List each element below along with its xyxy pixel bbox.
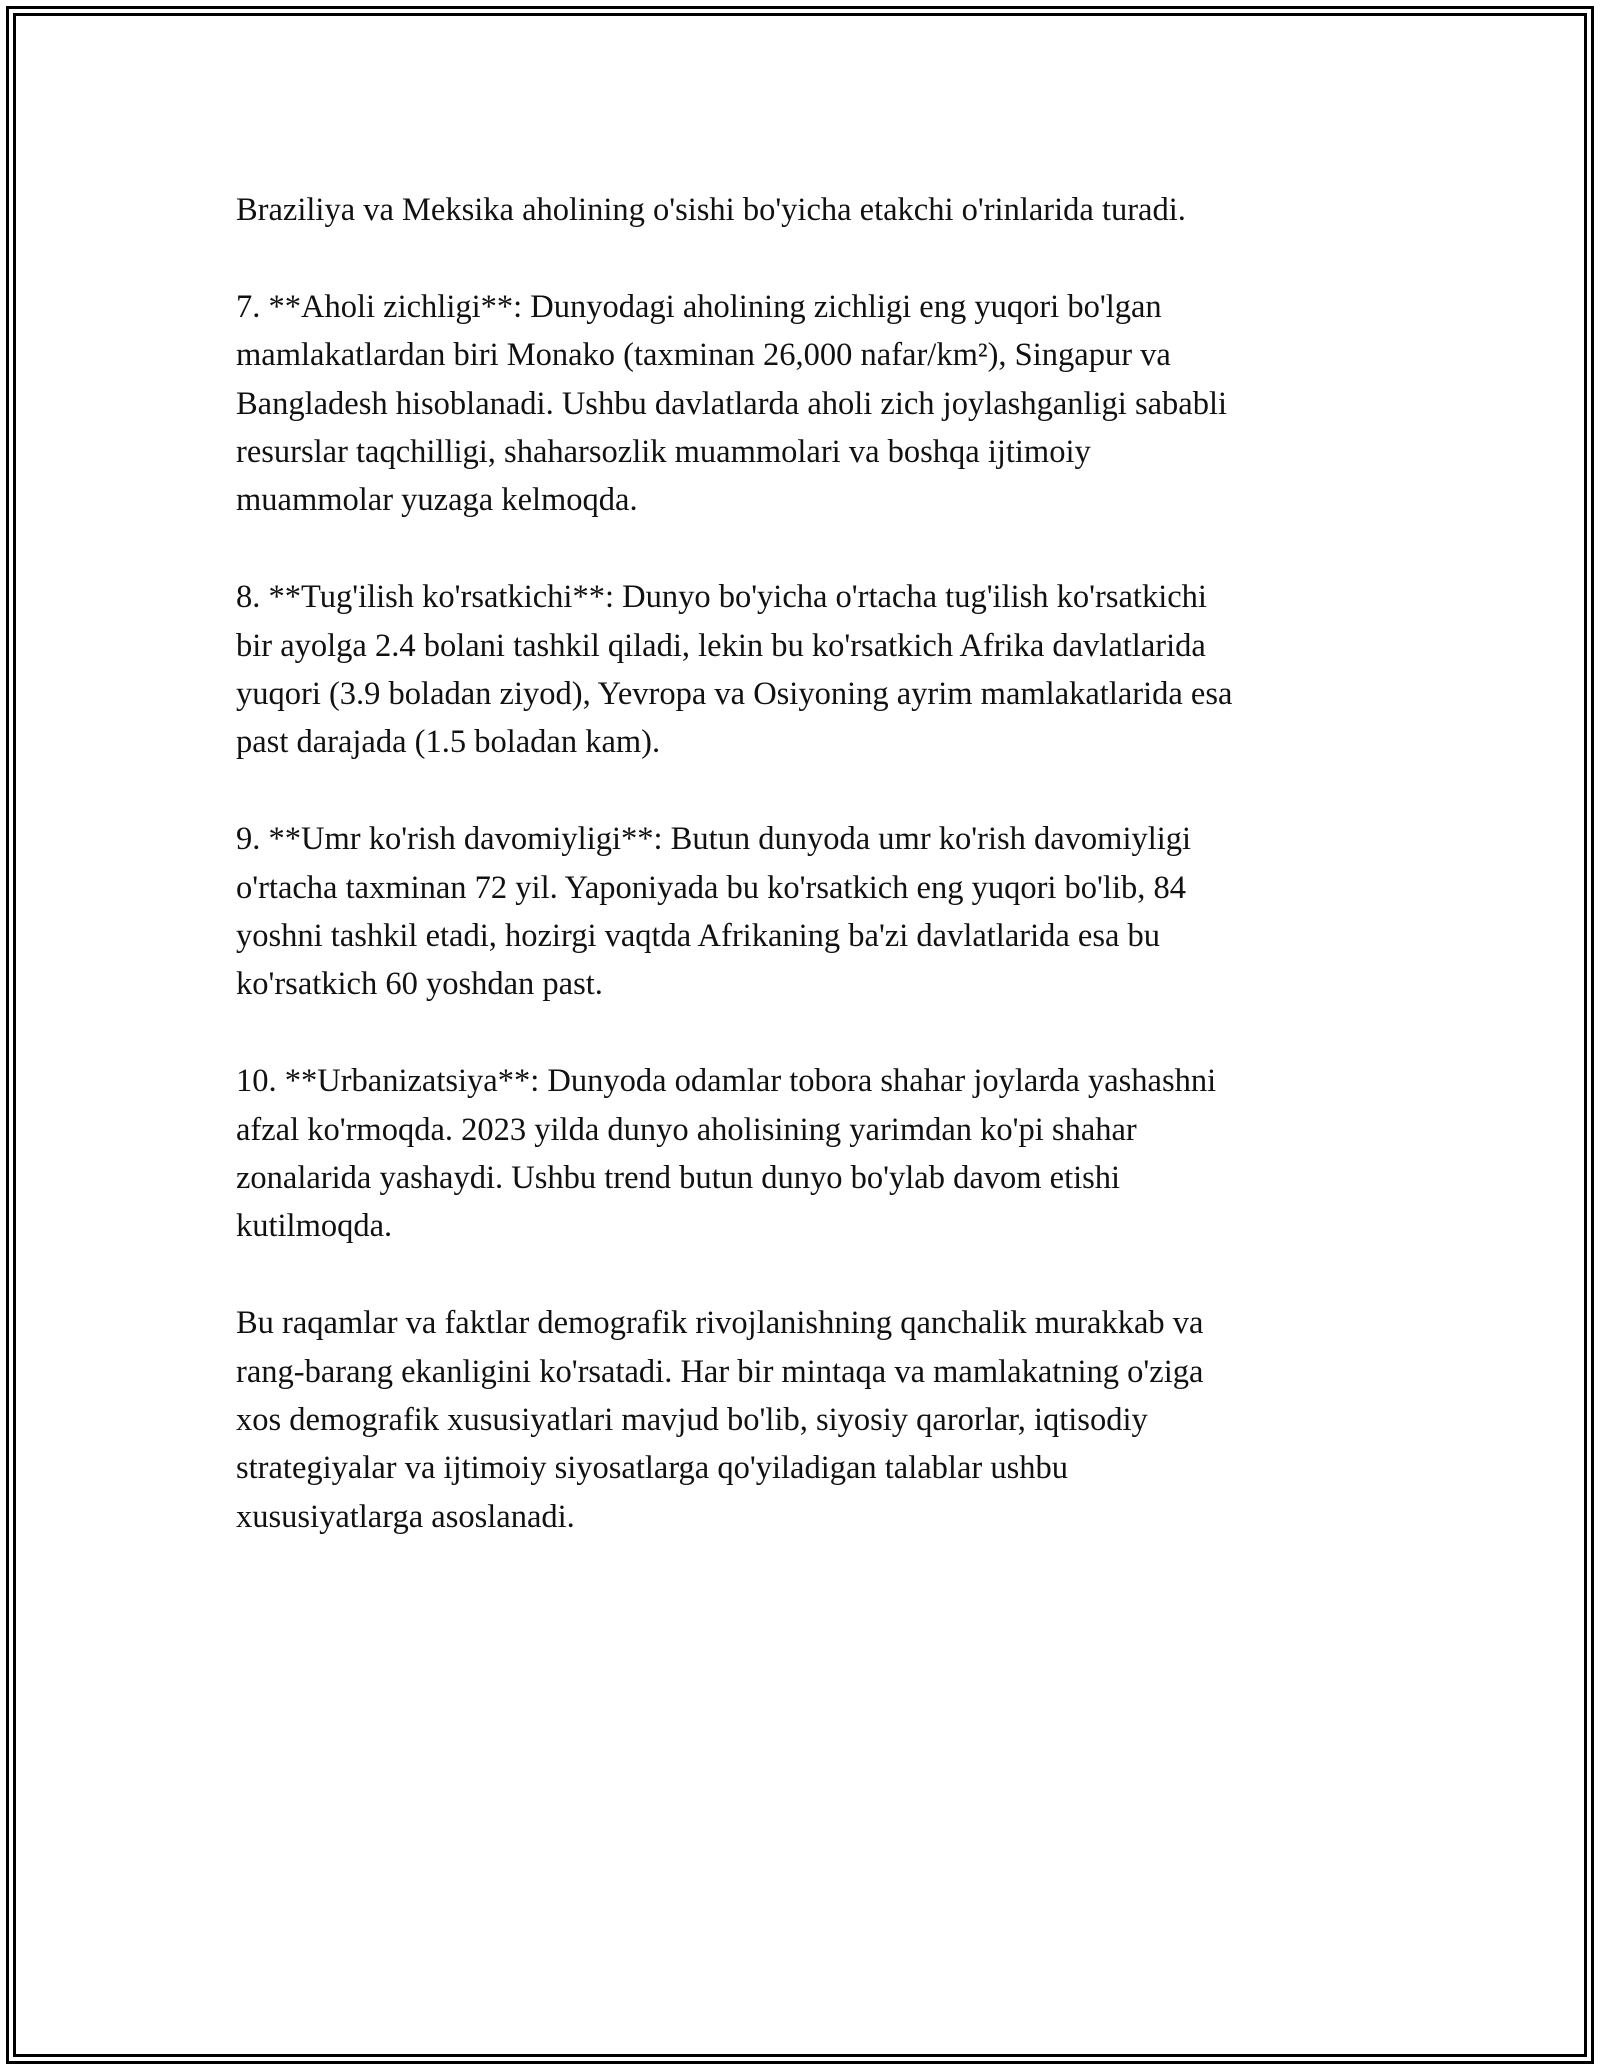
document-body xyxy=(236,186,1406,1590)
paragraph-conclusion: Bu raqamlar va faktlar demografik rivojlanishning qanchalik murakkab va rang-barang ekanligini ko'rsatadi. Har bir mintaqa va mamlakatning o'ziga xos demografik xususiyatlari mavjud bo'lib, siyosiy qarorlar, iqtisodiy strategiyalar va ijtimoiy siyosatlarga qo'yiladigan talablar ushbu xususiyatlarga asoslanadi. xyxy=(236,1305,1204,1535)
paragraph-life-expectancy: 9. **Umr ko'rish davomiyligi**: Butun dunyoda umr ko'rish davomiyligi o'rtacha taxminan 72 yil. Yaponiyada bu ko'rsatkich eng yuqori bo'lib, 84 yoshni tashkil etadi, hozirgi vaqtda Afrikaning ba'zi davlatlarida esa bu ko'rsatkich 60 yoshdan past. xyxy=(236,821,1192,1003)
paragraph-urbanization: 10. **Urbanizatsiya**: Dunyoda odamlar tobora shahar joylarda yashashni afzal ko'rmoqda. 2023 yilda dunyo aholisining yarimdan ko'pi shahar zonalarida yashaydi. Ushbu trend butun dunyo bo'ylab davom etishi kutilmoqda. xyxy=(236,1063,1217,1245)
paragraph-population-density: 7. **Aholi zichligi**: Dunyodagi aholining zichligi eng yuqori bo'lgan mamlakatlardan biri Monako (taxminan 26,000 nafar/km²), Singapur va Bangladesh hisoblanadi. Ushbu davlatlarda aholi zich joylashganligi sababli resurslar taqchilligi, shaharsozlik muammolari va boshqa ijtimoiy muammolar yuzaga kelmoqda. xyxy=(236,288,1228,519)
paragraph-intro-continuation: Braziliya va Meksika aholining o'sishi bo'yicha etakchi o'rinlarida turadi. xyxy=(236,192,1186,228)
paragraph-birth-rate: 8. **Tug'ilish ko'rsatkichi**: Dunyo bo'yicha o'rtacha tug'ilish ko'rsatkichi bir ayolga 2.4 bolani tashkil qiladi, lekin bu ko'rsatkich Afrika davlatlarida yuqori (3.9 boladan ziyod), Yevropa va Osiyoning ayrim mamlakatlarida esa past darajada (1.5 boladan kam). xyxy=(236,579,1233,761)
